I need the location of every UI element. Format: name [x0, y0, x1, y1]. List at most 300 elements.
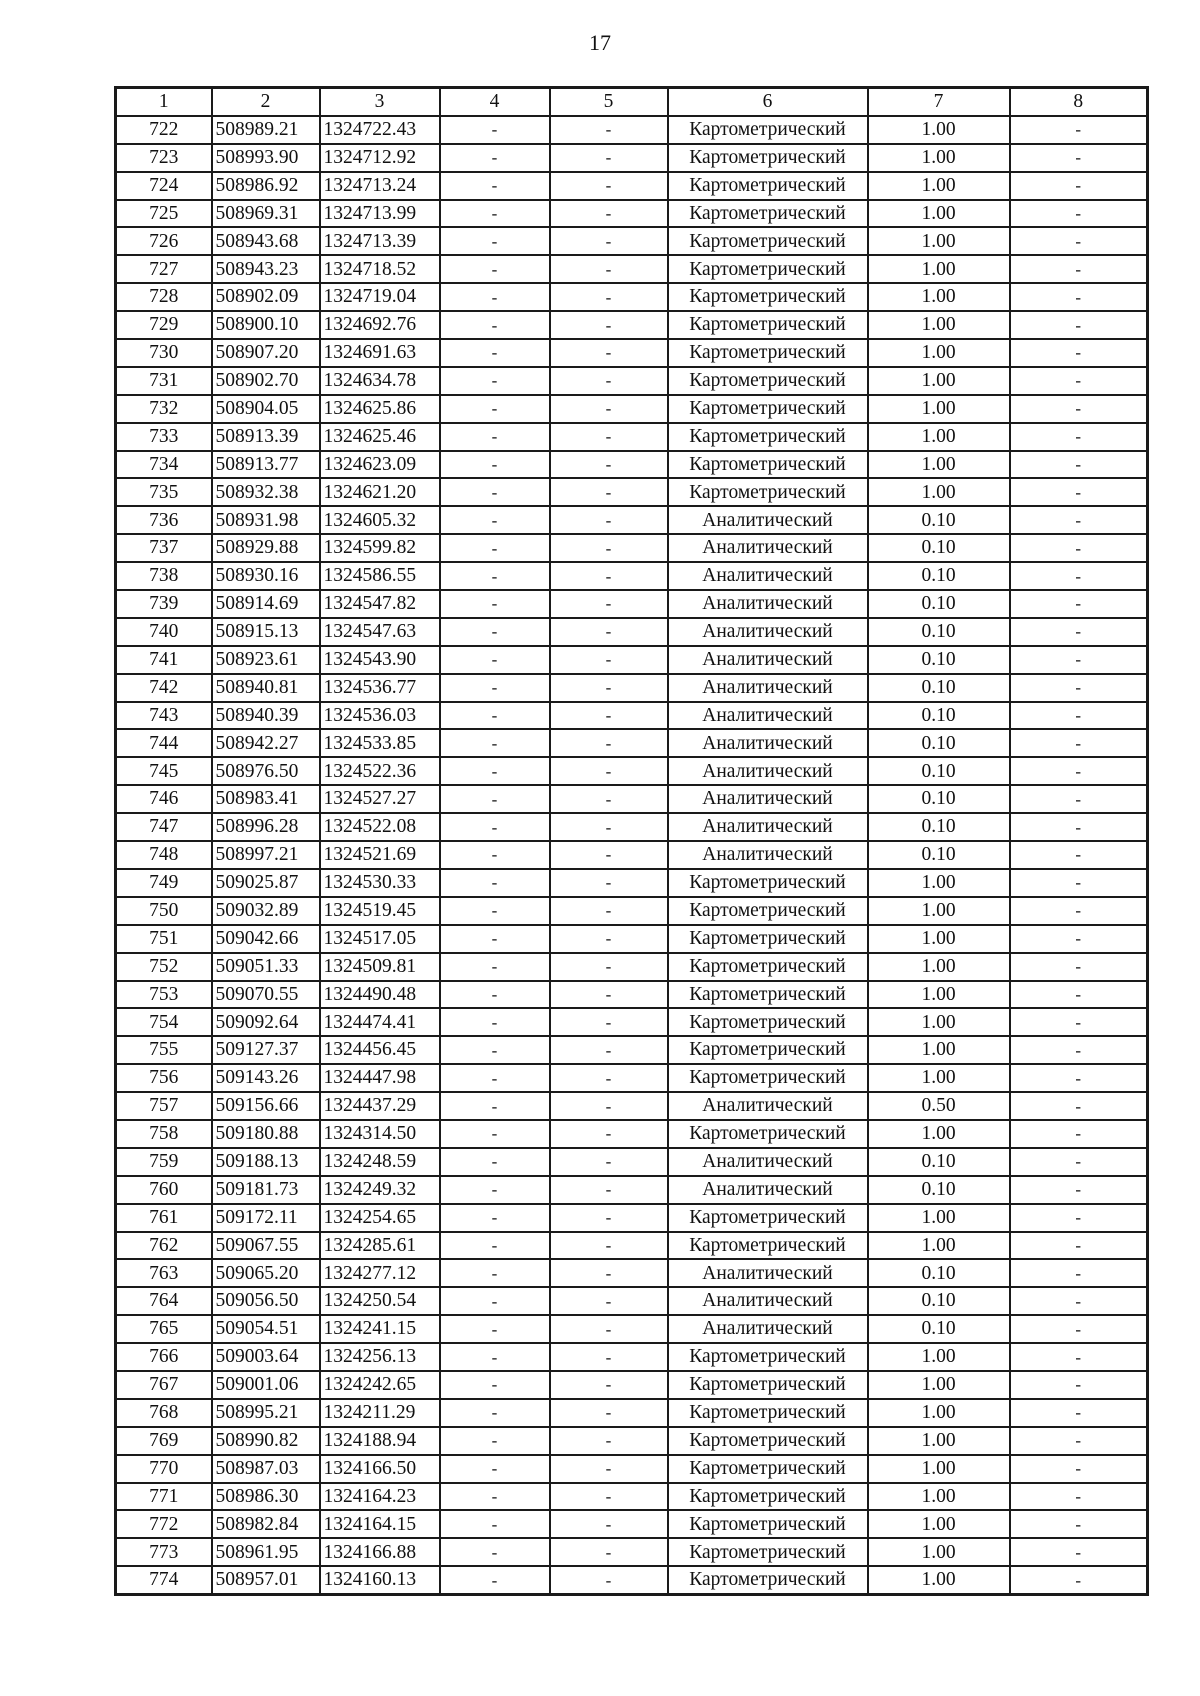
method-cell: Аналитический [668, 1092, 868, 1120]
accuracy-cell: 0.10 [868, 757, 1010, 785]
table-row [116, 618, 1148, 646]
col5-cell: - [550, 1427, 668, 1455]
col5-cell: - [550, 1483, 668, 1511]
method-cell: Аналитический [668, 590, 868, 618]
y-coordinate-cell: 1324621.20 [320, 478, 440, 506]
x-coordinate-cell: 508993.90 [212, 144, 320, 172]
x-coordinate-cell: 509025.87 [212, 869, 320, 897]
accuracy-cell: 1.00 [868, 1483, 1010, 1511]
col5-cell: - [550, 116, 668, 144]
table-row [116, 702, 1148, 730]
coordinates-table [114, 86, 1149, 1596]
point-number-cell: 734 [116, 451, 212, 479]
table-row [116, 423, 1148, 451]
col4-cell: - [440, 1176, 550, 1204]
method-cell: Картометрический [668, 1036, 868, 1064]
table-row [116, 1008, 1148, 1036]
col4-cell: - [440, 785, 550, 813]
point-number-cell: 760 [116, 1176, 212, 1204]
accuracy-cell: 1.00 [868, 1399, 1010, 1427]
x-coordinate-cell: 508902.70 [212, 367, 320, 395]
table-row [116, 478, 1148, 506]
y-coordinate-cell: 1324166.50 [320, 1455, 440, 1483]
point-number-cell: 742 [116, 674, 212, 702]
col4-cell: - [440, 1259, 550, 1287]
col8-cell: - [1010, 841, 1148, 869]
point-number-cell: 768 [116, 1399, 212, 1427]
accuracy-cell: 1.00 [868, 227, 1010, 255]
accuracy-cell: 0.10 [868, 562, 1010, 590]
x-coordinate-cell: 508915.13 [212, 618, 320, 646]
accuracy-cell: 0.10 [868, 1259, 1010, 1287]
table-row [116, 1427, 1148, 1455]
accuracy-cell: 1.00 [868, 116, 1010, 144]
table-row [116, 1399, 1148, 1427]
col5-cell: - [550, 562, 668, 590]
col5-cell: - [550, 1232, 668, 1260]
x-coordinate-cell: 509001.06 [212, 1371, 320, 1399]
y-coordinate-cell: 1324718.52 [320, 255, 440, 283]
col5-cell: - [550, 841, 668, 869]
x-coordinate-cell: 508914.69 [212, 590, 320, 618]
col8-cell: - [1010, 1343, 1148, 1371]
col4-cell: - [440, 1455, 550, 1483]
point-number-cell: 738 [116, 562, 212, 590]
y-coordinate-cell: 1324712.92 [320, 144, 440, 172]
point-number-cell: 750 [116, 897, 212, 925]
method-cell: Картометрический [668, 1510, 868, 1538]
point-number-cell: 722 [116, 116, 212, 144]
col4-cell: - [440, 1343, 550, 1371]
col4-cell: - [440, 116, 550, 144]
col8-cell: - [1010, 172, 1148, 200]
accuracy-cell: 1.00 [868, 869, 1010, 897]
col8-cell: - [1010, 116, 1148, 144]
y-coordinate-cell: 1324543.90 [320, 646, 440, 674]
table-row [116, 1455, 1148, 1483]
y-coordinate-cell: 1324691.63 [320, 339, 440, 367]
table-row [116, 674, 1148, 702]
point-number-cell: 773 [116, 1538, 212, 1566]
col8-cell: - [1010, 144, 1148, 172]
point-number-cell: 739 [116, 590, 212, 618]
x-coordinate-cell: 508930.16 [212, 562, 320, 590]
point-number-cell: 764 [116, 1287, 212, 1315]
point-number-cell: 761 [116, 1204, 212, 1232]
x-coordinate-cell: 508942.27 [212, 729, 320, 757]
y-coordinate-cell: 1324527.27 [320, 785, 440, 813]
accuracy-cell: 1.00 [868, 1036, 1010, 1064]
table-row [116, 144, 1148, 172]
x-coordinate-cell: 509054.51 [212, 1315, 320, 1343]
col8-cell: - [1010, 953, 1148, 981]
point-number-cell: 762 [116, 1232, 212, 1260]
col5-cell: - [550, 869, 668, 897]
col8-cell: - [1010, 869, 1148, 897]
x-coordinate-cell: 508932.38 [212, 478, 320, 506]
col4-cell: - [440, 1427, 550, 1455]
table-row [116, 813, 1148, 841]
method-cell: Картометрический [668, 981, 868, 1009]
y-coordinate-cell: 1324722.43 [320, 116, 440, 144]
y-coordinate-cell: 1324254.65 [320, 1204, 440, 1232]
col8-cell: - [1010, 1455, 1148, 1483]
point-number-cell: 763 [116, 1259, 212, 1287]
table-row [116, 1120, 1148, 1148]
accuracy-cell: 1.00 [868, 953, 1010, 981]
col4-cell: - [440, 618, 550, 646]
col5-cell: - [550, 1148, 668, 1176]
point-number-cell: 770 [116, 1455, 212, 1483]
col5-cell: - [550, 1176, 668, 1204]
point-number-cell: 769 [116, 1427, 212, 1455]
col4-cell: - [440, 1371, 550, 1399]
col5-cell: - [550, 227, 668, 255]
col8-cell: - [1010, 1371, 1148, 1399]
method-cell: Картометрический [668, 478, 868, 506]
x-coordinate-cell: 509032.89 [212, 897, 320, 925]
y-coordinate-cell: 1324634.78 [320, 367, 440, 395]
method-cell: Картометрический [668, 144, 868, 172]
table-row [116, 1483, 1148, 1511]
accuracy-cell: 1.00 [868, 1371, 1010, 1399]
table-row [116, 1259, 1148, 1287]
col4-cell: - [440, 1120, 550, 1148]
method-cell: Картометрический [668, 1483, 868, 1511]
method-cell: Картометрический [668, 255, 868, 283]
col8-cell: - [1010, 897, 1148, 925]
accuracy-cell: 1.00 [868, 925, 1010, 953]
table-row [116, 367, 1148, 395]
col8-cell: - [1010, 200, 1148, 228]
table-row [116, 1538, 1148, 1566]
table-row [116, 1092, 1148, 1120]
col4-cell: - [440, 1092, 550, 1120]
col4-cell: - [440, 395, 550, 423]
method-cell: Картометрический [668, 339, 868, 367]
col8-cell: - [1010, 1538, 1148, 1566]
col5-cell: - [550, 1287, 668, 1315]
col5-cell: - [550, 646, 668, 674]
method-cell: Картометрический [668, 953, 868, 981]
accuracy-cell: 1.00 [868, 1232, 1010, 1260]
x-coordinate-cell: 509143.26 [212, 1064, 320, 1092]
col5-cell: - [550, 1315, 668, 1343]
method-cell: Аналитический [668, 841, 868, 869]
col4-cell: - [440, 869, 550, 897]
x-coordinate-cell: 508996.28 [212, 813, 320, 841]
col4-cell: - [440, 1483, 550, 1511]
col8-cell: - [1010, 534, 1148, 562]
accuracy-cell: 0.10 [868, 841, 1010, 869]
col4-cell: - [440, 1148, 550, 1176]
y-coordinate-cell: 1324256.13 [320, 1343, 440, 1371]
col5-cell: - [550, 283, 668, 311]
col5-cell: - [550, 674, 668, 702]
method-cell: Картометрический [668, 367, 868, 395]
x-coordinate-cell: 508943.23 [212, 255, 320, 283]
x-coordinate-cell: 508995.21 [212, 1399, 320, 1427]
table-row [116, 1176, 1148, 1204]
column-header: 5 [550, 88, 668, 116]
col5-cell: - [550, 423, 668, 451]
col5-cell: - [550, 1204, 668, 1232]
x-coordinate-cell: 508976.50 [212, 757, 320, 785]
method-cell: Аналитический [668, 1176, 868, 1204]
col8-cell: - [1010, 1064, 1148, 1092]
x-coordinate-cell: 509188.13 [212, 1148, 320, 1176]
accuracy-cell: 1.00 [868, 423, 1010, 451]
y-coordinate-cell: 1324166.88 [320, 1538, 440, 1566]
point-number-cell: 753 [116, 981, 212, 1009]
y-coordinate-cell: 1324713.99 [320, 200, 440, 228]
col4-cell: - [440, 562, 550, 590]
col5-cell: - [550, 255, 668, 283]
table-row [116, 1204, 1148, 1232]
y-coordinate-cell: 1324248.59 [320, 1148, 440, 1176]
col8-cell: - [1010, 1232, 1148, 1260]
table-row [116, 981, 1148, 1009]
accuracy-cell: 1.00 [868, 451, 1010, 479]
page-number: 17 [589, 30, 611, 55]
col8-cell: - [1010, 339, 1148, 367]
point-number-cell: 735 [116, 478, 212, 506]
method-cell: Картометрический [668, 200, 868, 228]
col4-cell: - [440, 925, 550, 953]
col5-cell: - [550, 618, 668, 646]
point-number-cell: 731 [116, 367, 212, 395]
method-cell: Картометрический [668, 1538, 868, 1566]
x-coordinate-cell: 508961.95 [212, 1538, 320, 1566]
col4-cell: - [440, 1399, 550, 1427]
col4-cell: - [440, 283, 550, 311]
method-cell: Картометрический [668, 1566, 868, 1594]
col4-cell: - [440, 1287, 550, 1315]
col5-cell: - [550, 1064, 668, 1092]
accuracy-cell: 0.10 [868, 813, 1010, 841]
col8-cell: - [1010, 478, 1148, 506]
method-cell: Аналитический [668, 1287, 868, 1315]
y-coordinate-cell: 1324211.29 [320, 1399, 440, 1427]
col4-cell: - [440, 1232, 550, 1260]
method-cell: Картометрический [668, 1232, 868, 1260]
method-cell: Картометрический [668, 1399, 868, 1427]
accuracy-cell: 0.10 [868, 1287, 1010, 1315]
y-coordinate-cell: 1324547.63 [320, 618, 440, 646]
method-cell: Аналитический [668, 674, 868, 702]
y-coordinate-cell: 1324490.48 [320, 981, 440, 1009]
table-row [116, 1371, 1148, 1399]
point-number-cell: 723 [116, 144, 212, 172]
table-row [116, 925, 1148, 953]
col8-cell: - [1010, 423, 1148, 451]
col8-cell: - [1010, 1204, 1148, 1232]
y-coordinate-cell: 1324547.82 [320, 590, 440, 618]
x-coordinate-cell: 508900.10 [212, 311, 320, 339]
y-coordinate-cell: 1324277.12 [320, 1259, 440, 1287]
method-cell: Аналитический [668, 1315, 868, 1343]
accuracy-cell: 0.10 [868, 646, 1010, 674]
y-coordinate-cell: 1324285.61 [320, 1232, 440, 1260]
y-coordinate-cell: 1324713.39 [320, 227, 440, 255]
method-cell: Картометрический [668, 423, 868, 451]
col5-cell: - [550, 200, 668, 228]
x-coordinate-cell: 508913.39 [212, 423, 320, 451]
method-cell: Картометрический [668, 172, 868, 200]
table-row [116, 283, 1148, 311]
x-coordinate-cell: 509056.50 [212, 1287, 320, 1315]
col4-cell: - [440, 1204, 550, 1232]
table-row [116, 1064, 1148, 1092]
x-coordinate-cell: 509070.55 [212, 981, 320, 1009]
accuracy-cell: 1.00 [868, 172, 1010, 200]
table-row [116, 116, 1148, 144]
method-cell: Аналитический [668, 702, 868, 730]
method-cell: Аналитический [668, 1148, 868, 1176]
col8-cell: - [1010, 1510, 1148, 1538]
col4-cell: - [440, 144, 550, 172]
point-number-cell: 749 [116, 869, 212, 897]
method-cell: Картометрический [668, 1427, 868, 1455]
col5-cell: - [550, 1566, 668, 1594]
accuracy-cell: 1.00 [868, 1008, 1010, 1036]
point-number-cell: 751 [116, 925, 212, 953]
y-coordinate-cell: 1324692.76 [320, 311, 440, 339]
table-row [116, 255, 1148, 283]
col5-cell: - [550, 339, 668, 367]
table-row [116, 869, 1148, 897]
col4-cell: - [440, 506, 550, 534]
y-coordinate-cell: 1324188.94 [320, 1427, 440, 1455]
col5-cell: - [550, 729, 668, 757]
table-row [116, 1566, 1148, 1594]
table-row [116, 1287, 1148, 1315]
column-header: 3 [320, 88, 440, 116]
method-cell: Аналитический [668, 729, 868, 757]
x-coordinate-cell: 509181.73 [212, 1176, 320, 1204]
col8-cell: - [1010, 785, 1148, 813]
table-row [116, 590, 1148, 618]
col8-cell: - [1010, 813, 1148, 841]
col8-cell: - [1010, 729, 1148, 757]
column-header: 6 [668, 88, 868, 116]
point-number-cell: 733 [116, 423, 212, 451]
accuracy-cell: 1.00 [868, 1427, 1010, 1455]
accuracy-cell: 1.00 [868, 478, 1010, 506]
y-coordinate-cell: 1324625.46 [320, 423, 440, 451]
col5-cell: - [550, 1259, 668, 1287]
col5-cell: - [550, 925, 668, 953]
col8-cell: - [1010, 1287, 1148, 1315]
table-row [116, 1343, 1148, 1371]
x-coordinate-cell: 508907.20 [212, 339, 320, 367]
y-coordinate-cell: 1324605.32 [320, 506, 440, 534]
method-cell: Аналитический [668, 562, 868, 590]
table-row [116, 646, 1148, 674]
col4-cell: - [440, 423, 550, 451]
table-row [116, 729, 1148, 757]
col5-cell: - [550, 311, 668, 339]
accuracy-cell: 1.00 [868, 311, 1010, 339]
point-number-cell: 765 [116, 1315, 212, 1343]
y-coordinate-cell: 1324447.98 [320, 1064, 440, 1092]
col8-cell: - [1010, 981, 1148, 1009]
accuracy-cell: 1.00 [868, 1204, 1010, 1232]
method-cell: Картометрический [668, 311, 868, 339]
y-coordinate-cell: 1324521.69 [320, 841, 440, 869]
x-coordinate-cell: 508983.41 [212, 785, 320, 813]
point-number-cell: 747 [116, 813, 212, 841]
accuracy-cell: 1.00 [868, 1510, 1010, 1538]
point-number-cell: 740 [116, 618, 212, 646]
y-coordinate-cell: 1324456.45 [320, 1036, 440, 1064]
accuracy-cell: 0.10 [868, 506, 1010, 534]
col4-cell: - [440, 674, 550, 702]
col8-cell: - [1010, 1427, 1148, 1455]
table-row [116, 395, 1148, 423]
col4-cell: - [440, 1315, 550, 1343]
point-number-cell: 730 [116, 339, 212, 367]
col5-cell: - [550, 1120, 668, 1148]
col8-cell: - [1010, 1176, 1148, 1204]
y-coordinate-cell: 1324509.81 [320, 953, 440, 981]
method-cell: Картометрический [668, 283, 868, 311]
accuracy-cell: 1.00 [868, 200, 1010, 228]
accuracy-cell: 0.50 [868, 1092, 1010, 1120]
point-number-cell: 757 [116, 1092, 212, 1120]
table-header-row [116, 88, 1148, 116]
method-cell: Картометрический [668, 925, 868, 953]
col8-cell: - [1010, 646, 1148, 674]
method-cell: Аналитический [668, 646, 868, 674]
point-number-cell: 774 [116, 1566, 212, 1594]
x-coordinate-cell: 509065.20 [212, 1259, 320, 1287]
col5-cell: - [550, 785, 668, 813]
method-cell: Картометрический [668, 1064, 868, 1092]
point-number-cell: 756 [116, 1064, 212, 1092]
col5-cell: - [550, 506, 668, 534]
col4-cell: - [440, 590, 550, 618]
col5-cell: - [550, 702, 668, 730]
table-row [116, 200, 1148, 228]
x-coordinate-cell: 508904.05 [212, 395, 320, 423]
x-coordinate-cell: 508982.84 [212, 1510, 320, 1538]
accuracy-cell: 0.10 [868, 729, 1010, 757]
col8-cell: - [1010, 590, 1148, 618]
y-coordinate-cell: 1324519.45 [320, 897, 440, 925]
method-cell: Картометрический [668, 1455, 868, 1483]
column-header: 1 [116, 88, 212, 116]
col4-cell: - [440, 813, 550, 841]
y-coordinate-cell: 1324586.55 [320, 562, 440, 590]
y-coordinate-cell: 1324160.13 [320, 1566, 440, 1594]
col8-cell: - [1010, 255, 1148, 283]
accuracy-cell: 1.00 [868, 367, 1010, 395]
col4-cell: - [440, 1036, 550, 1064]
point-number-cell: 745 [116, 757, 212, 785]
col8-cell: - [1010, 1092, 1148, 1120]
y-coordinate-cell: 1324241.15 [320, 1315, 440, 1343]
x-coordinate-cell: 509172.11 [212, 1204, 320, 1232]
x-coordinate-cell: 509042.66 [212, 925, 320, 953]
col8-cell: - [1010, 618, 1148, 646]
point-number-cell: 758 [116, 1120, 212, 1148]
x-coordinate-cell: 508986.92 [212, 172, 320, 200]
table-row [116, 311, 1148, 339]
col5-cell: - [550, 1538, 668, 1566]
col5-cell: - [550, 367, 668, 395]
method-cell: Аналитический [668, 785, 868, 813]
